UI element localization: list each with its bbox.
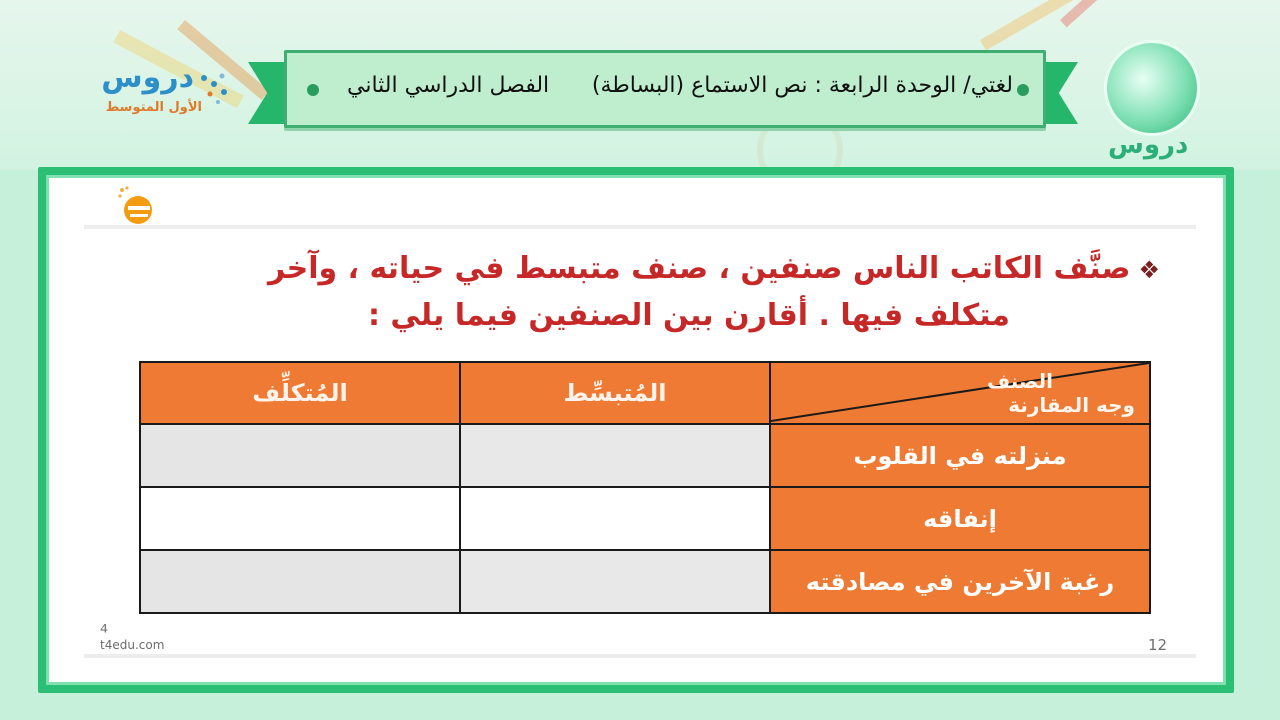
question-line-1: صنَّف الكاتب الناس صنفين ، صنف متبسط في حياته ، وآخر xyxy=(267,251,1131,286)
row-label: رغبة الآخرين في مصادقته xyxy=(770,550,1150,613)
answer-cell-pretentious xyxy=(140,487,460,550)
bullet-dot-icon xyxy=(307,84,319,96)
header-comparison-aspect: وجه المقارنة xyxy=(1008,393,1135,417)
answer-cell-simple xyxy=(460,424,770,487)
table-row xyxy=(140,424,1150,487)
answer-cell-pretentious xyxy=(140,550,460,613)
row-label: إنفاقه xyxy=(770,487,1150,550)
brand-name-right: دروس xyxy=(1108,130,1189,160)
header-category: الصنف xyxy=(986,369,1053,393)
slide-divider-bottom xyxy=(84,654,1196,658)
banner-box xyxy=(284,50,1046,128)
header-diagonal-cell xyxy=(770,362,1150,424)
logo-circle-icon xyxy=(1104,40,1200,136)
dots-icon xyxy=(196,68,236,108)
term-label: الفصل الدراسي الثاني xyxy=(347,73,550,98)
header-pretentious: المُتكلِّف xyxy=(140,362,460,424)
row-label: منزلته في القلوب xyxy=(770,424,1150,487)
header-simple: المُتبسِّط xyxy=(460,362,770,424)
answer-cell-simple xyxy=(460,487,770,550)
question-line-2: متكلف فيها . أقارن بين الصنفين فيما يلي : xyxy=(367,298,1010,333)
answer-cell-simple xyxy=(460,550,770,613)
page-number: 12 xyxy=(1148,636,1168,654)
footer-logo xyxy=(100,620,165,652)
brand-name: دروس xyxy=(101,60,194,95)
table-row xyxy=(140,487,1150,550)
table-header-row xyxy=(140,362,1150,424)
brand-logo-right xyxy=(1100,40,1200,160)
table-row xyxy=(140,550,1150,613)
t4edu-mark-icon: ⁴ xyxy=(100,620,109,644)
answer-cell-pretentious xyxy=(140,424,460,487)
brand-logo-left xyxy=(94,58,254,128)
footer-brand: t4edu.com xyxy=(100,638,165,652)
comparison-table xyxy=(139,361,1151,614)
grade-label: الأول المتوسط xyxy=(105,100,202,115)
question-text xyxy=(110,246,1160,339)
diamond-bullet-icon: ❖ xyxy=(1138,256,1160,284)
bullet-dot-icon xyxy=(1017,84,1029,96)
publisher-logo-icon xyxy=(112,184,172,228)
lesson-title: لغتي/ الوحدة الرابعة : نص الاستماع (البساطة) xyxy=(591,73,1013,98)
slide-divider-top xyxy=(84,225,1196,229)
title-banner xyxy=(248,50,1078,138)
